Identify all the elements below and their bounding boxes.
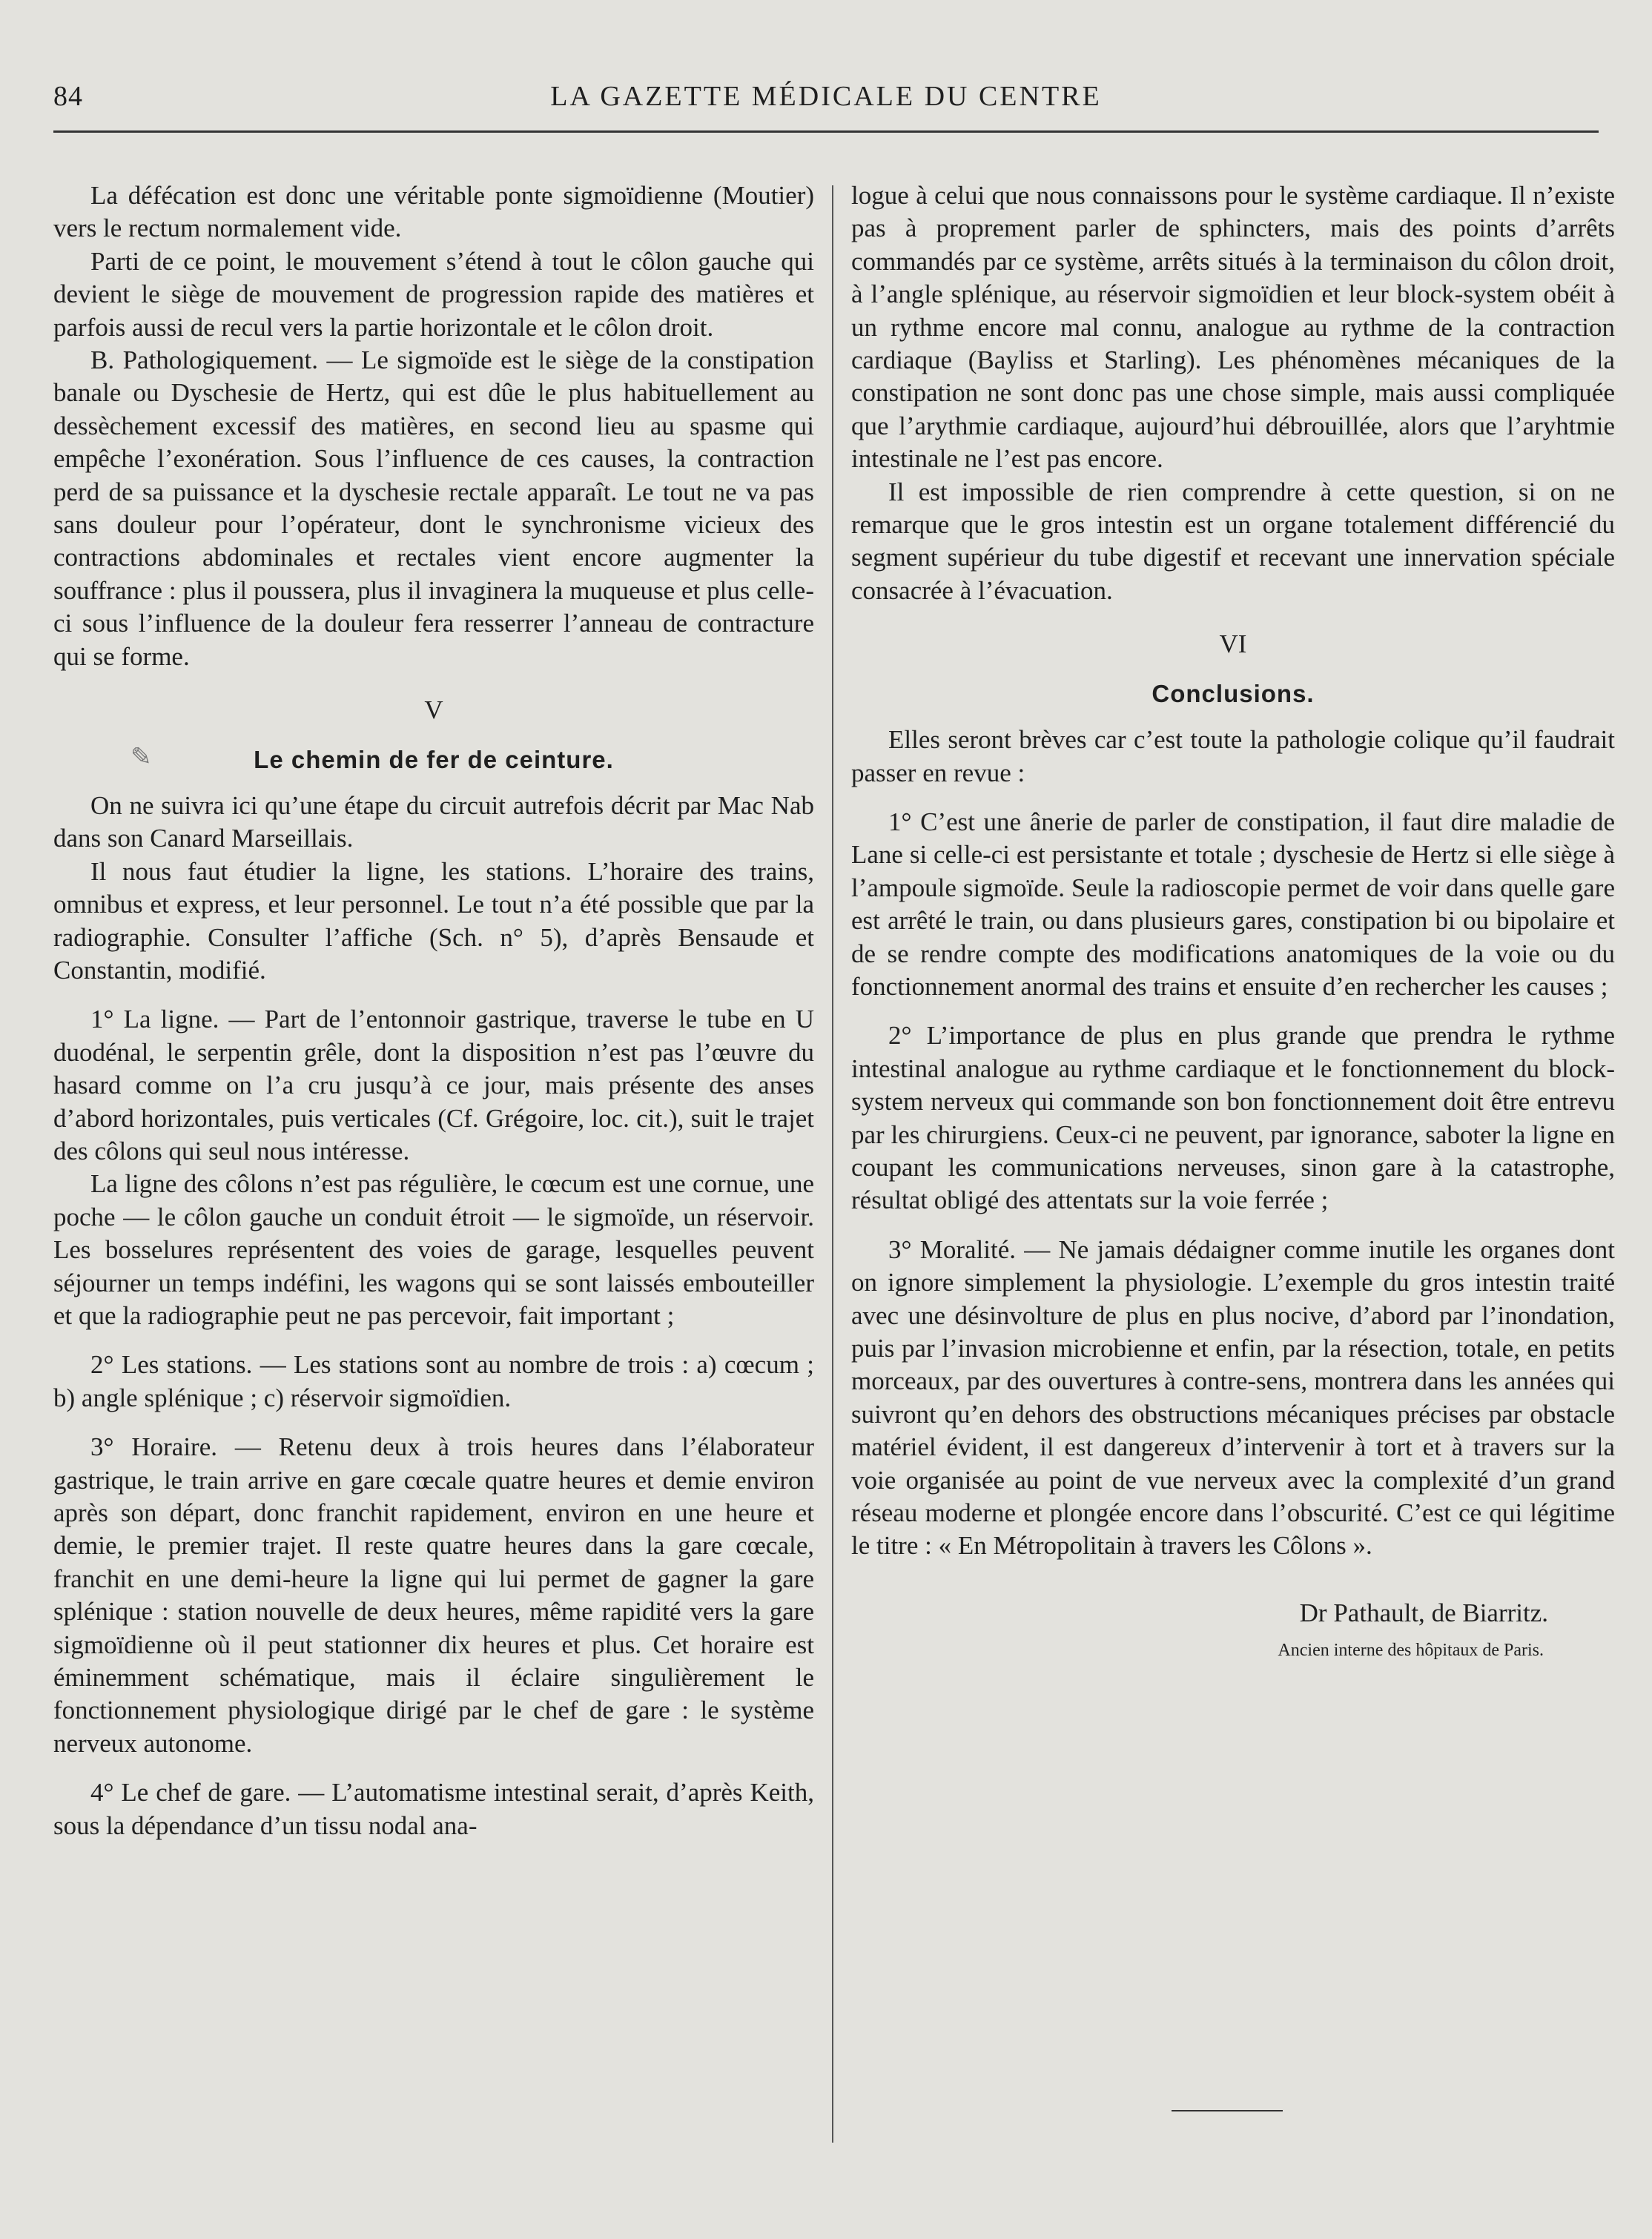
left-column xyxy=(53,179,814,1842)
paragraph: Parti de ce point, le mouvement s’étend à tout le côlon gauche qui devient le siège de mouvement de progression rapide des matières et parfois aussi de recul vers la partie horizontale et le côlon droit. xyxy=(53,246,814,342)
author-name: Pathault, xyxy=(1333,1598,1425,1627)
paragraph: On ne suivra ici qu’une étape du circuit autrefois décrit par Mac Nab dans son Canard Marseillais. xyxy=(53,790,814,853)
paragraph: 2° L’importance de plus en plus grande que prendra le rythme intestinal analogue au rythme cardiaque et le fonctionnement du block-system nerveux qui commande son bon fonctionnement doit être entrevu par les chirurgiens. Ceux-ci ne peuvent, par ignorance, saboter la ligne en coupant les communications nerveuses, sinon gare à la catastrophe, résultat obligé des attentats sur la voie ferrée ; xyxy=(851,1021,1615,1215)
pencil-mark-icon: ✎ xyxy=(130,742,153,771)
paragraph: 2° Les stations. — Les stations sont au nombre de trois : a) cœcum ; b) angle splénique ; c) réservoir sigmoïdien. xyxy=(53,1350,814,1412)
author-affiliation: Ancien interne des hôpitaux de Paris. xyxy=(1278,1641,1544,1661)
page-number: 84 xyxy=(53,81,83,112)
paragraph: 3° Horaire. — Retenu deux à trois heures dans l’élaborateur gastrique, le train arrive en gare cœcale quatre heures et demie environ après son départ, donc franchit rapidement, environ en une heure et demie, le premier trajet. Il reste quatre heures dans la gare cœcale, franchit en une demi-heure la ligne qui lui permet de gagner la gare splénique : station nouvelle de deux heures, même rapidité vers la gare sigmoïdienne où il peut stationner dix heures et plus. Cet horaire est éminemment schématique, mais il éclaire singulièrement le fonctionnement physiologique dirigé par le chef de gare : le système nerveux autonome. xyxy=(53,1432,814,1758)
paragraph: La défécation est donc une véritable ponte sigmoïdienne (Moutier) vers le rectum normalement vide. xyxy=(53,181,814,243)
paragraph: 3° Moralité. — Ne jamais dédaigner comme inutile les organes dont on ignore simplement la physiologie. L’exemple du gros intestin traité avec une désinvolture de plus en plus nocive, d’abord par l’inondation, puis par l’invasion microbienne et enfin, par la résection, totale, en petits morceaux, par des ouvertures à contre-sens, montrera dans les années qui suivront qu’en dehors des obstructions mécaniques précises par obstacle matériel évident, il est dangereux d’intervenir à tort et à travers sur la voie organisée au point de vue nerveux avec la complexité d’un grand réseau moderne et plongée encore dans l’obscurité. C’est ce qui légitime le titre : « En Métropolitain à travers les Côlons ». xyxy=(851,1234,1615,1561)
journal-title: LA GAZETTE MÉDICALE DU CENTRE xyxy=(550,81,1102,112)
section-numeral: V xyxy=(424,695,443,725)
paragraph: 1° La ligne. — Part de l’entonnoir gastrique, traverse le tube en U duodénal, le serpentin grêle, dont la disposition n’est pas l’œuvre du hasard comme on l’a cru jusqu’à ce jour, mais présente des anses d’abord horizontales, puis verticales (Cf. Grégoire, loc. cit.), suit le trajet des côlons qui seul nous intéresse. xyxy=(53,1005,814,1165)
paragraph: 1° C’est une ânerie de parler de constipation, il faut dire maladie de Lane si celle-ci est persistante et totale ; dyschesie de Hertz si elle siège à l’ampoule sigmoïde. Seule la radioscopie permet de voir dans quelle gare est arrêté le train, ou dans plusieurs gares, constipation bi ou bipolaire et de se rendre compte des modifications anatomiques de la voie ou du fonctionnement anormal des trains et ensuite d’en rechercher les causes ; xyxy=(851,807,1615,1001)
column-divider xyxy=(832,185,833,2143)
paragraph: 4° Le chef de gare. — L’automatisme intestinal serait, d’après Keith, sous la dépendance d’un tissu nodal ana- xyxy=(53,1778,814,1840)
author-place: de Biarritz. xyxy=(1431,1598,1548,1627)
paragraph: logue à celui que nous connaissons pour le système cardiaque. Il n’existe pas à proprement parler de sphincters, mais des points d’arrêts commandés par ce système, arrêts situés à la terminaison du côlon droit, à l’angle splénique, au réservoir sigmoïdien et leur block-system obéit à un rythme encore mal connu, analogue au rythme de la contraction cardiaque (Bayliss et Starling). Les phénomènes mécaniques de la constipation ne sont donc pas une chose simple, mais aussi compliquée que l’arythmie cardiaque, aujourd’hui débrouillée, alors que l’aryhtmie intestinale ne l’est pas encore. xyxy=(851,181,1615,474)
author-signature xyxy=(851,1597,1615,1630)
paragraph: Il est impossible de rien comprendre à cette question, si on ne remarque que le gros intestin est un organe totalement différencié du segment supérieur du tube digestif et recevant une innervation spéciale consacrée à l’évacuation. xyxy=(851,477,1615,605)
author-title: Dr xyxy=(1299,1598,1327,1627)
paragraph: La ligne des côlons n’est pas régulière, le cœcum est une cornue, une poche — le côlon gauche un conduit étroit — le sigmoïde, un réservoir. Les bosselures représentent des voies de garage, lesquelles peuvent séjourner un temps indéfini, les wagons qui se sont laissés embouteiller et que la radiographie peut ne pas percevoir, fait important ; xyxy=(53,1169,814,1330)
header-rule xyxy=(53,130,1599,133)
section-heading-wrap xyxy=(53,744,814,776)
page-header xyxy=(53,80,1599,125)
section-heading: Le chemin de fer de ceinture. xyxy=(254,745,614,773)
right-column xyxy=(851,179,1615,1667)
end-rule xyxy=(1172,2110,1283,2111)
section-heading: Conclusions. xyxy=(1152,679,1315,707)
paragraph: Elles seront brèves car c’est toute la pathologie colique qu’il faudrait passer en revue : xyxy=(851,725,1615,787)
paragraph: B. Pathologiquement. — Le sigmoïde est le siège de la constipation banale ou Dyschesie de Hertz, qui est dûe le plus habituellement au dessèchement excessif des matières, en second lieu au spasme qui empêche l’exonération. Sous l’influence de ces causes, la contraction perd de sa puissance et la dyschesie rectale apparaît. Le tout ne va pas sans douleur pour l’opérateur, dont le synchronisme vicieux des contractions abdominales et rectales vient encore augmenter la souffrance : plus il poussera, plus il invaginera la muqueuse et plus celle-ci sous l’influence de la douleur fera resserrer l’anneau de contracture qui se forme. xyxy=(53,345,814,671)
paragraph: Il nous faut étudier la ligne, les stations. L’horaire des trains, omnibus et express, et leur personnel. Le tout n’a été possible que par la radiographie. Consulter l’affiche (Sch. n° 5), d’après Bensaude et Constantin, modifié. xyxy=(53,856,814,985)
section-numeral: VI xyxy=(1219,629,1247,659)
